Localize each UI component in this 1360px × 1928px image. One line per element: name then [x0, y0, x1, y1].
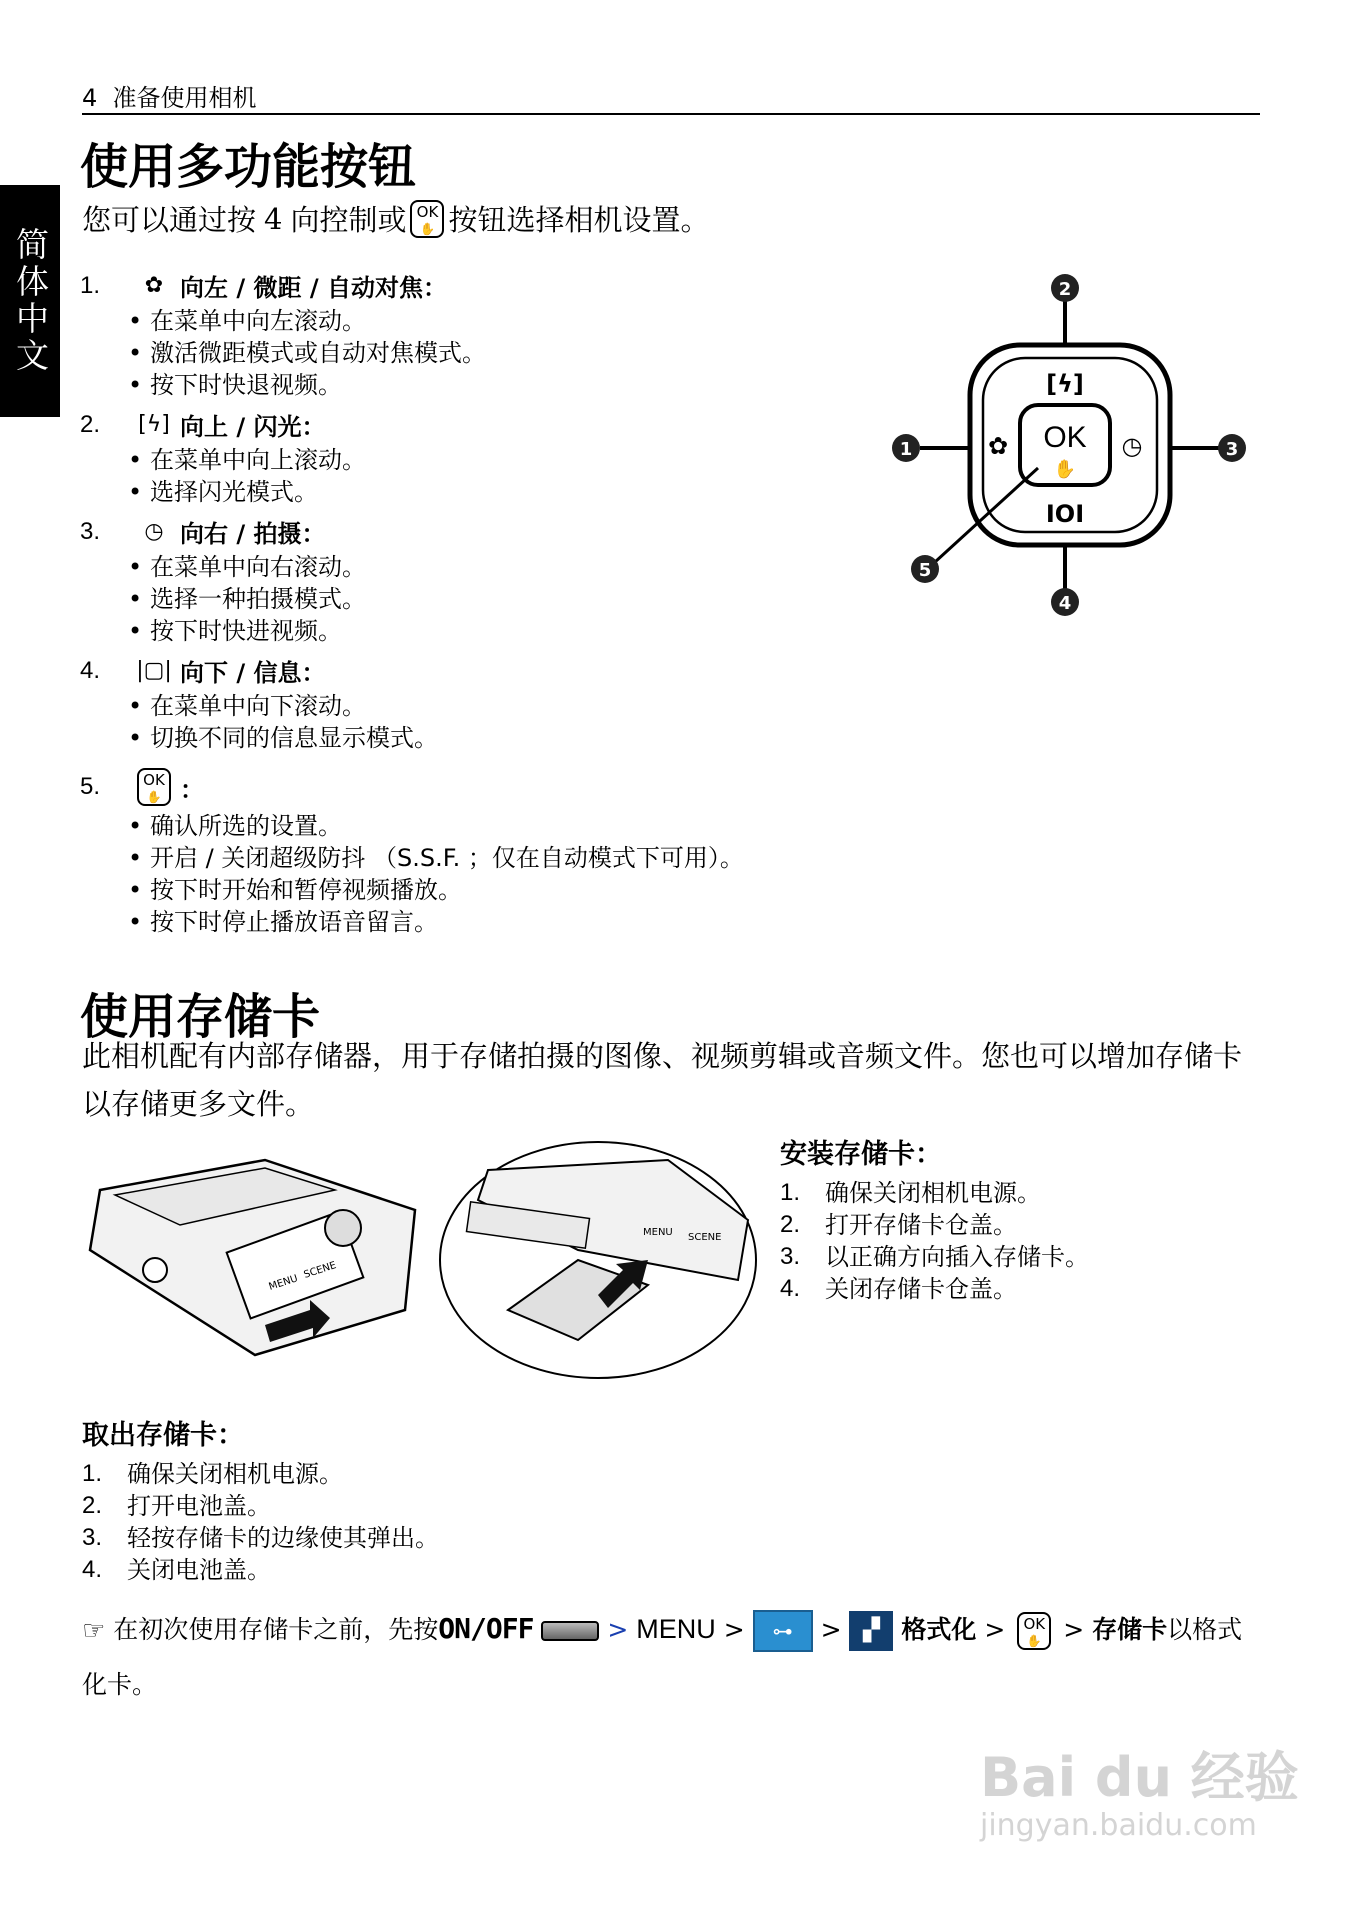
svg-text:3: 3 [1225, 439, 1239, 460]
format-label: 格式化 [901, 1615, 977, 1644]
bullet: • 在菜单中向下滚动。 [128, 690, 744, 722]
bullet: • 选择闪光模式。 [128, 476, 744, 508]
bullet: • 切换不同的信息显示模式。 [128, 722, 744, 754]
list-item: 2. [ϟ] 向上 / 闪光： • 在菜单中向上滚动。 • 选择闪光模式。 [80, 407, 744, 508]
scene-label: SCENE [302, 1260, 338, 1281]
bullet: • 开启 / 关闭超级防抖 （S.S.F. ；仅在自动模式下可用）。 [128, 842, 744, 874]
section2-title: 使用存储卡 [80, 989, 321, 1045]
flash-icon: [ϟ] [1046, 370, 1084, 398]
header-rule [82, 113, 1260, 115]
format-icon: ▞ [849, 1611, 893, 1651]
list-item: 1. ✿ 向左 / 微距 / 自动对焦： • 在菜单中向左滚动。 • 激活微距模式或自动对焦模式。 • 按下时快退视频。 [80, 268, 744, 401]
list-item: 4. |▢| 向下 / 信息： • 在菜单中向下滚动。 • 切换不同的信息显示模式。 [80, 653, 744, 754]
section1-intro [82, 198, 710, 239]
marker-1 [892, 434, 920, 462]
intro-text-2: 向控制或 [290, 203, 407, 237]
button-list [80, 268, 744, 942]
svg-text:MENU: MENU [643, 1227, 673, 1238]
list-item: 3. 以正确方向插入存储卡。 [780, 1243, 1089, 1271]
intro-text-3: 按钮选择相机设置。 [448, 203, 710, 237]
intro-text-1: 您可以通过按 [82, 203, 257, 237]
list-item: 1. 确保关闭相机电源。 [82, 1460, 343, 1488]
marker-5 [911, 555, 939, 583]
onoff-label: ON/OFF [438, 1612, 534, 1645]
list-item: 3. 轻按存储卡的边缘使其弹出。 [82, 1524, 439, 1552]
control-pad-diagram [880, 270, 1260, 630]
bullet: • 按下时快退视频。 [128, 369, 744, 401]
install-instructions [780, 1132, 1089, 1305]
bullet: • 选择一种拍摄模式。 [128, 583, 744, 615]
ok-icon: OK ✋ [128, 768, 180, 806]
flash-icon: [ϟ] [138, 412, 170, 437]
list-item: 1. 确保关闭相机电源。 [780, 1179, 1041, 1207]
svg-text:2: 2 [1058, 279, 1072, 300]
bullet: • 确认所选的设置。 [128, 810, 744, 842]
watermark-url: jingyan.baidu.com [980, 1808, 1257, 1843]
display-icon: IOI [1045, 500, 1085, 528]
card-insert-illustration [438, 1140, 758, 1380]
section1-title: 使用多功能按钮 [80, 139, 417, 195]
header-section: 准备使用相机 [112, 84, 257, 112]
list-item: 4. 关闭存储卡仓盖。 [780, 1275, 1017, 1303]
self-timer-icon: ◷ [144, 519, 164, 544]
list-item: 2. 打开电池盖。 [82, 1492, 271, 1520]
note-text-1: 在初次使用存储卡之前，先按 [113, 1615, 439, 1644]
display-icon: |▢| [136, 658, 172, 683]
macro-icon: ✿ [987, 432, 1009, 460]
camera-illustration [85, 1150, 430, 1360]
bullet: • 在菜单中向右滚动。 [128, 551, 744, 583]
list-item: 3. ◷ 向右 / 拍摄： • 在菜单中向右滚动。 • 选择一种拍摄模式。 • 按下时快进视频。 [80, 514, 744, 647]
page-number: 4 [82, 84, 98, 112]
gt-symbol: > [607, 1615, 629, 1644]
section2-paragraph: 此相机配有内部存储器，用于存储拍摄的图像、视频剪辑或音频文件。您也可以增加存储卡以存储更多文件。 [82, 1039, 1243, 1121]
ok-key-icon: OK ✋ [410, 200, 444, 238]
remove-instructions [82, 1413, 439, 1586]
bullet: • 按下时开始和暂停视频播放。 [128, 874, 744, 906]
install-title: 安装存储卡： [780, 1139, 942, 1170]
list-item: 5. OK ✋ ： • 确认所选的设置。 • 开启 / 关闭超级防抖 （S.S.F. ；仅在自动模式下可用）。 • 按下时开始和暂停视频播放。 • 按下时停止播放语音留言。 [80, 768, 744, 938]
bullet: • 在菜单中向上滚动。 [128, 444, 744, 476]
language-tab [0, 185, 60, 417]
self-timer-icon: ◷ [1121, 432, 1143, 460]
item-label: ： [180, 775, 204, 804]
setup-icon: ⊶ [753, 1610, 813, 1652]
watermark-logo: Bai du 经验 [980, 1746, 1299, 1809]
remove-title: 取出存储卡： [82, 1420, 244, 1451]
bullet: • 按下时停止播放语音留言。 [128, 906, 744, 938]
power-button-icon [541, 1621, 599, 1641]
hand-icon: ✋ [1053, 459, 1077, 480]
card-label: 存储卡 [1092, 1615, 1168, 1644]
svg-text:4: 4 [1058, 593, 1072, 614]
ok-key-icon: OK ✋ [1017, 1612, 1051, 1650]
svg-text:1: 1 [899, 439, 913, 460]
language-tab-label: 简体中文 [11, 227, 50, 375]
item-label: 向上 / 闪光： [180, 413, 326, 441]
marker-3 [1218, 434, 1246, 462]
ok-label: OK [1043, 421, 1087, 454]
marker-4 [1051, 588, 1079, 616]
menu-label: MENU [267, 1273, 300, 1293]
note: ☞ 在初次使用存储卡之前，先按ON/OFF > MENU > ⊶ > ▞ 格式化 > OK ✋ > 存储卡以格式化卡。 [82, 1602, 1260, 1712]
note-icon: ☞ [82, 1616, 106, 1646]
list-item: 2. 打开存储卡仓盖。 [780, 1211, 1017, 1239]
bullet: • 激活微距模式或自动对焦模式。 [128, 337, 744, 369]
list-item: 4. 关闭电池盖。 [82, 1556, 271, 1584]
note-text-2: 以格式化卡。 [82, 1615, 1243, 1699]
item-label: 向下 / 信息： [180, 659, 326, 687]
item-label: 向右 / 拍摄： [180, 520, 326, 548]
svg-text:5: 5 [918, 560, 932, 581]
page-header [82, 78, 257, 113]
item-label: 向左 / 微距 / 自动对焦： [180, 274, 447, 302]
bullet: • 按下时快进视频。 [128, 615, 744, 647]
svg-text:SCENE: SCENE [688, 1232, 722, 1243]
macro-icon: ✿ [144, 273, 164, 298]
intro-num: 4 [264, 201, 283, 236]
marker-2 [1051, 274, 1079, 302]
bullet: • 在菜单中向左滚动。 [128, 305, 744, 337]
menu-label: MENU [636, 1614, 716, 1644]
